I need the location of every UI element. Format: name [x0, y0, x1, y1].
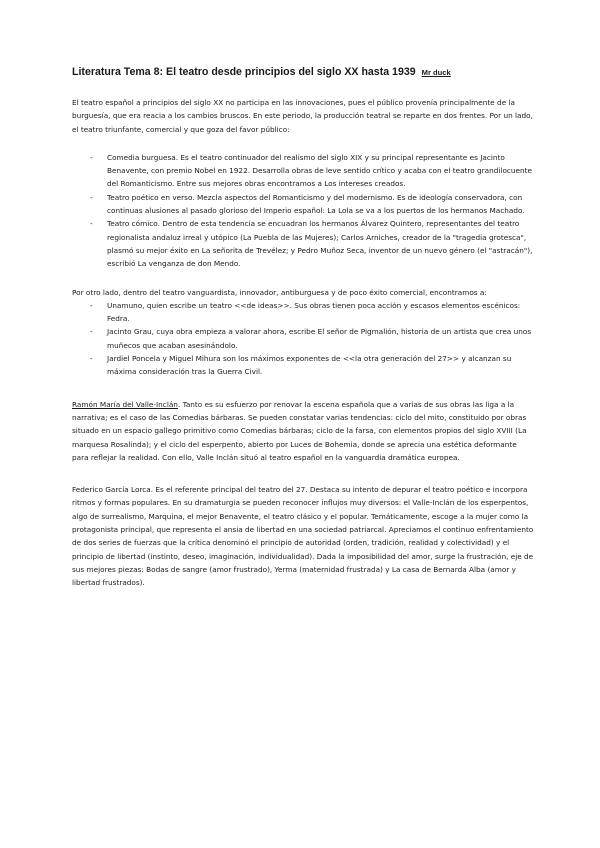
valle-inclan-name: Ramón María del Valle-Inclán [72, 399, 178, 409]
title-text: Literatura Tema 8: El teatro desde principios del siglo XX hasta 1939 [72, 66, 416, 78]
list-item-teatro-comico: - Teatro cómico. Dentro de esta tendencia se encuadran los hermanos Álvarez Quintero, representantes del teatro regionalista andaluz irreal y utópico (La Puebla de las Mujeres); Carlos Arniches, creador de la "tragedia grotesca", plasmó su mejor éxito en La señorita de Trevélez; y Pedro Muñoz Seca, inventor de un nuevo género (el "astracán"), escribió La venganza de don Mendo. [107, 217, 534, 270]
document-page [72, 66, 534, 590]
list-item-unamuno: - Unamuno, quien escribe un teatro <<de ideas>>. Sus obras tienen poca acción y escasos elementos escénicos: Fedra. [107, 299, 534, 326]
list-item-jardiel-mihura: - Jardiel Poncela y Miguel Mihura son los máximos exponentes de <<la otra generación del 27>> y alcanzan su máxima consideración tras la Guerra Civil. [107, 352, 534, 379]
lorca-paragraph: Federico García Lorca. Es el referente principal del teatro del 27. Destaca su intento de depurar el teatro poético e incorpora ritmos y formas populares. En su dramaturgia se pueden reconocer influjos muy diversos: el Valle-Inclán de los esperpentos, algo de surrealismo, Marquina, el mejor Benavente, el teatro clásico y el popular. Temáticamente, escoge a la mujer como la protagonista principal, que representa el ansia de libertad en una sociedad patriarcal. Apreciamos el continuo enfrentamiento de dos series de fuerzas que la crítica denominó el principio de autoridad (orden, tradición, realidad y colectividad) y el principio de libertad (instinto, deseo, imaginación, individualidad). Dada la imposibilidad del amor, surge la frustración, eje de sus mejores piezas: Bodas de sangre (amor frustrado), Yerma (maternidad frustrada) y La casa de Bernarda Alba (amor y libertad frustrados). [72, 485, 534, 588]
document-title [72, 66, 534, 78]
avant-garde-list [72, 299, 534, 379]
list-item-comedia-burguesa: - Comedia burguesa. Es el teatro continuador del realismo del siglo XIX y su principal representante es Jacinto Benavente, con premio Nobel en 1922. Desarrolla obras de leve sentido crítico y acaba con el teatro grandilocuente del Romanticismo. Entre sus mejores obras encontramos a Los intereses creados. [107, 151, 534, 191]
intro-paragraph: El teatro español a principios del siglo XX no participa en las innovaciones, pues el público provenía principalmente de la burguesía, que era reacia a los cambios bruscos. En este periodo, la producción teatral se reparte en dos frentes. Por un lado, el teatro triunfante, comercial y que goza del favor público: [72, 98, 533, 134]
list-item-teatro-poetico: - Teatro poético en verso. Mezcla aspectos del Romanticismo y del modernismo. Es de ideología conservadora, con continuas alusiones al pasado glorioso del Imperio español: La Lola se va a los puertos de los hermanos Machado. [107, 191, 534, 218]
list-item-jacinto-grau: - Jacinto Grau, cuya obra empieza a valorar ahora, escribe El señor de Pigmalión, historia de un artista que crea unos muñecos que acaban asesinándolo. [107, 325, 534, 352]
commercial-theatre-list [72, 151, 534, 271]
valle-inclan-paragraph [72, 398, 534, 464]
valle-inclan-text: . Tanto es su esfuerzo por renovar la escena española que a varias de sus obras las liga a la narrativa; es el caso de las Comedias bárbaras. Se pueden constatar varias tendencias: ciclo del mito, constituido por obras situado en un espacio gallego primitivo como Comedias bárbaras; ciclo de la farsa, con elementos propios del siglo XVIII (La marquesa Rosalinda); y el ciclo del esperpento, abierto por Luces de Bohemia, donde se aprecia una estética deformante para reflejar la realidad. Con ello, Valle Inclán situó al teatro español en la vanguardia dramática europea. [72, 399, 527, 462]
author-link[interactable]: Mr duck [421, 68, 451, 77]
avant-garde-paragraph: Por otro lado, dentro del teatro vanguardista, innovador, antiburguesa y de poco éxito comercial, encontramos a: [72, 287, 487, 297]
